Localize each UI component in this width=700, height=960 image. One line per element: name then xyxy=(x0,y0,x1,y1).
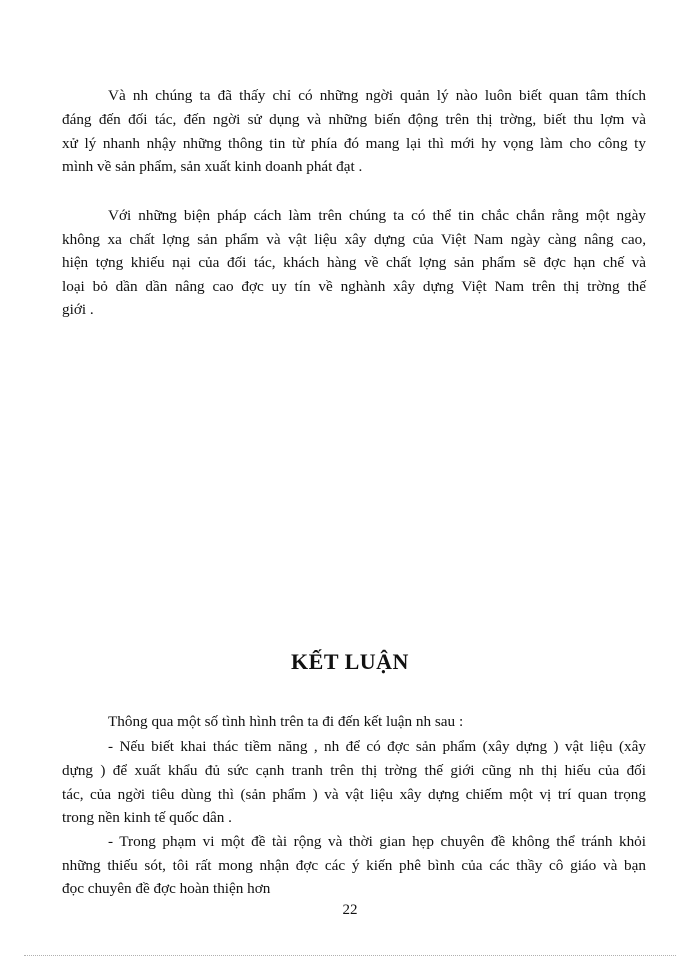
paragraph-1-line-4: mình về sản phẩm, sản xuất kinh doanh phát đạt . xyxy=(62,158,363,175)
paragraph-2-line-1: Với những biện pháp cách làm trên chúng ta có thể tin chắc chắn rằng một ngày xyxy=(108,207,646,224)
paragraph-2-line-3: hiện tợng khiếu nại của đối tác, khách hàng về chất lợng sản phẩm sẽ đợc hạn chế và xyxy=(62,254,646,271)
conclusion-item-2-line-3: đọc chuyên đề đợc hoàn thiện hơn xyxy=(62,880,271,897)
conclusion-item-1-line-2: dựng ) để xuất khẩu đủ sức cạnh tranh trên thị trờng thế giới cũng nh thị hiếu của đối xyxy=(62,762,646,779)
paragraph-2-line-4: loại bỏ dần dần nâng cao đợc uy tín về nghành xây dựng Việt Nam trên thị trờng thế xyxy=(62,278,646,295)
conclusion-item-1-line-1: - Nếu biết khai thác tiềm năng , nh để có đợc sản phẩm (xây dựng ) vật liệu (xây xyxy=(108,738,646,755)
conclusion-item-1-line-3: tác, của ngời tiêu dùng thì (sản phẩm ) và vật liệu xây dựng chiếm một vị trí quan trọng xyxy=(62,786,646,803)
paragraph-2-line-5: giới . xyxy=(62,301,94,318)
page-number: 22 xyxy=(342,902,358,918)
conclusion-item-1-line-4: trong nền kinh tế quốc dân . xyxy=(62,809,232,826)
paragraph-1-line-2: đáng đến đối tác, đến ngời sử dụng và những biến động trên thị trờng, biết thu lợm và xyxy=(62,111,646,128)
conclusion-item-2-line-1: - Trong phạm vi một đề tài rộng và thời gian hẹp chuyên đề không thể tránh khỏi xyxy=(108,833,646,850)
conclusion-intro: Thông qua một số tình hình trên ta đi đến kết luận nh sau : xyxy=(108,713,464,730)
conclusion-heading: KẾT LUẬN xyxy=(291,649,409,674)
page-bottom-rule xyxy=(24,955,676,956)
paragraph-1-line-3: xử lý nhanh nhậy những thông tin từ phía đó mang lại thì mới hy vọng làm cho công ty xyxy=(62,135,646,152)
paragraph-1-line-1: Và nh chúng ta đã thấy chỉ có những ngời quản lý nào luôn biết quan tâm thích xyxy=(108,87,646,104)
conclusion-item-2-line-2: những thiếu sót, tôi rất mong nhận đợc các ý kiến phê bình của các thầy cô giáo và bạn xyxy=(62,857,646,874)
paragraph-2-line-2: không xa chất lợng sản phẩm và vật liệu xây dựng của Việt Nam ngày càng nâng cao, xyxy=(62,231,646,248)
